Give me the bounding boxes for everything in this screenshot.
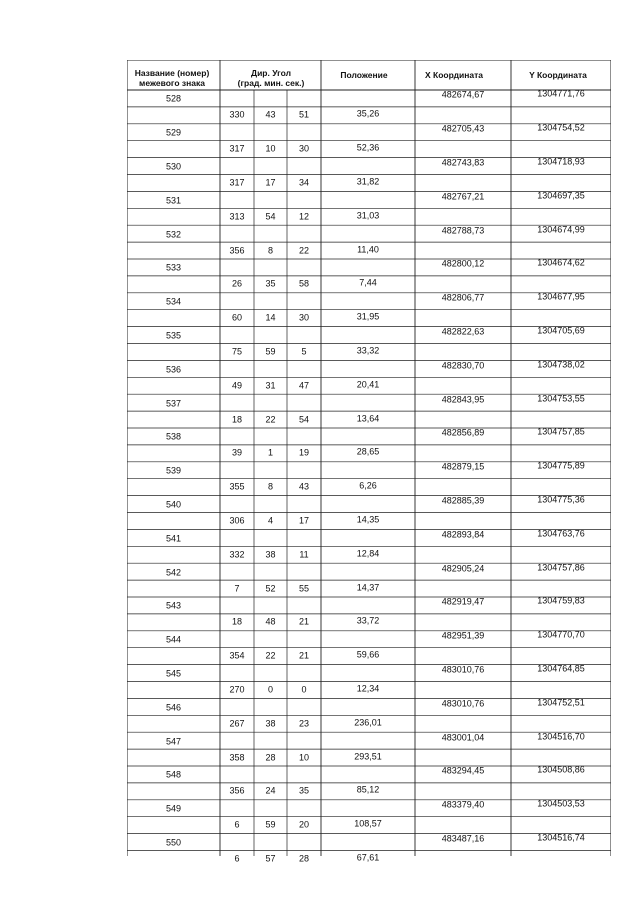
point-name: 546: [165, 702, 182, 713]
point-x-coordinate: 482919,47: [441, 596, 485, 607]
point-x-coordinate: 482951,39: [441, 630, 485, 641]
point-y-coordinate: 1304771,76: [537, 88, 585, 99]
segment-distance: 236,01: [354, 717, 382, 728]
angle-minutes: 0: [267, 684, 274, 695]
point-y-coordinate: 1304508,86: [537, 764, 585, 775]
point-y-coordinate: 1304738,02: [537, 359, 585, 370]
point-y-coordinate: 1304677,95: [537, 291, 585, 302]
point-x-coordinate: 482856,89: [441, 427, 485, 438]
point-name: 542: [165, 567, 182, 578]
point-y-coordinate: 1304705,69: [537, 325, 585, 336]
segment-distance: 59,66: [356, 649, 380, 660]
angle-minutes: 4: [267, 515, 274, 526]
angle-seconds: 43: [298, 481, 310, 492]
segment-distance: 293,51: [354, 751, 382, 762]
angle-seconds: 17: [298, 515, 310, 526]
point-y-coordinate: 1304770,70: [537, 629, 585, 640]
point-x-coordinate: 482674,67: [441, 89, 485, 100]
point-name: 530: [165, 161, 182, 172]
angle-minutes: 38: [265, 718, 276, 729]
angle-minutes: 35: [265, 278, 276, 289]
point-name: 533: [165, 262, 182, 273]
angle-seconds: 20: [298, 819, 310, 830]
angle-minutes: 52: [265, 583, 276, 594]
point-x-coordinate: 482806,77: [441, 292, 485, 303]
point-x-coordinate: 483010,76: [441, 664, 485, 675]
point-x-coordinate: 482822,63: [441, 326, 485, 337]
angle-minutes: 59: [265, 819, 276, 830]
angle-seconds: 30: [298, 312, 310, 323]
angle-seconds: 30: [298, 143, 310, 154]
point-x-coordinate: 482743,83: [441, 157, 485, 168]
point-name: 538: [165, 431, 182, 442]
angle-seconds: 51: [298, 109, 310, 120]
point-name: 535: [165, 330, 182, 341]
point-y-coordinate: 1304674,99: [537, 224, 585, 235]
point-y-coordinate: 1304775,89: [537, 460, 585, 471]
angle-minutes: 54: [265, 211, 276, 222]
point-y-coordinate: 1304754,52: [537, 122, 585, 133]
point-y-coordinate: 1304775,36: [537, 494, 585, 505]
segment-distance: 14,35: [356, 514, 380, 525]
angle-seconds: 35: [298, 785, 310, 796]
angle-seconds: 10: [298, 752, 310, 763]
angle-seconds: 21: [298, 650, 310, 661]
angle-degrees: 18: [231, 414, 243, 425]
angle-minutes: 48: [265, 616, 276, 627]
angle-seconds: 55: [298, 583, 310, 594]
point-y-coordinate: 1304674,62: [537, 257, 585, 268]
angle-minutes: 24: [265, 785, 276, 796]
angle-seconds: 28: [298, 853, 310, 864]
segment-distance: 31,82: [356, 176, 380, 187]
point-x-coordinate: 482885,39: [441, 495, 485, 506]
angle-minutes: 31: [265, 380, 276, 391]
angle-degrees: 267: [229, 718, 245, 729]
angle-degrees: 354: [229, 650, 245, 661]
point-x-coordinate: 482905,24: [441, 563, 485, 574]
point-x-coordinate: 482830,70: [441, 360, 485, 371]
boundary-points-table: [127, 60, 611, 864]
point-x-coordinate: 482800,12: [441, 258, 485, 269]
angle-seconds: 21: [298, 616, 310, 627]
point-x-coordinate: 482767,21: [441, 191, 485, 202]
angle-minutes: 8: [267, 481, 274, 492]
angle-degrees: 317: [229, 143, 245, 154]
angle-minutes: 59: [265, 346, 276, 357]
angle-degrees: 39: [231, 447, 243, 458]
point-name: 543: [165, 600, 182, 611]
point-x-coordinate: 482705,43: [441, 123, 485, 134]
segment-distance: 33,72: [356, 615, 380, 626]
angle-seconds: 5: [301, 346, 307, 357]
angle-degrees: 306: [229, 515, 245, 526]
point-name: 532: [165, 229, 182, 240]
angle-degrees: 18: [231, 616, 243, 627]
angle-degrees: 313: [229, 211, 245, 222]
angle-degrees: 6: [234, 819, 240, 830]
point-name: 536: [165, 364, 182, 375]
point-name: 539: [165, 465, 182, 476]
angle-seconds: 23: [298, 718, 310, 729]
angle-degrees: 317: [229, 177, 245, 188]
point-y-coordinate: 1304516,74: [537, 832, 585, 843]
angle-degrees: 75: [231, 346, 243, 357]
angle-seconds: 54: [298, 414, 310, 425]
angle-minutes: 1: [267, 447, 274, 458]
header-y-coordinate: Y Координата: [529, 70, 587, 80]
point-name: 528: [165, 93, 182, 104]
point-x-coordinate: 483487,16: [441, 833, 485, 844]
segment-distance: 12,84: [356, 548, 380, 559]
angle-minutes: 14: [265, 312, 276, 323]
point-name: 531: [165, 195, 182, 206]
angle-minutes: 43: [265, 109, 276, 120]
point-y-coordinate: 1304757,85: [537, 426, 585, 437]
point-name: 540: [165, 499, 182, 510]
angle-degrees: 330: [229, 109, 245, 120]
header-distance: Положение: [340, 70, 388, 80]
angle-minutes: 10: [265, 143, 276, 154]
segment-distance: 13,64: [356, 413, 380, 424]
angle-degrees: 332: [229, 549, 245, 560]
point-x-coordinate: 483294,45: [441, 765, 485, 776]
point-x-coordinate: 483001,04: [441, 732, 485, 743]
segment-distance: 85,12: [356, 784, 380, 795]
point-y-coordinate: 1304697,35: [537, 190, 585, 201]
segment-distance: 52,36: [356, 142, 380, 153]
point-x-coordinate: 482893,84: [441, 529, 485, 540]
angle-minutes: 8: [267, 245, 274, 256]
segment-distance: 108,57: [354, 818, 382, 829]
angle-minutes: 22: [265, 414, 276, 425]
point-x-coordinate: 482788,73: [441, 225, 485, 236]
point-y-coordinate: 1304763,76: [537, 528, 585, 539]
header-angle-line1: Дир. Угол: [251, 68, 291, 78]
point-name: 544: [165, 634, 182, 645]
segment-distance: 35,26: [356, 108, 380, 119]
point-y-coordinate: 1304757,86: [537, 562, 585, 573]
point-name: 547: [165, 736, 182, 747]
angle-degrees: 49: [231, 380, 243, 391]
angle-degrees: 356: [229, 245, 245, 256]
point-y-coordinate: 1304503,53: [537, 798, 585, 809]
angle-degrees: 6: [234, 853, 240, 864]
angle-degrees: 356: [229, 785, 245, 796]
angle-seconds: 34: [298, 177, 310, 188]
segment-distance: 14,37: [356, 582, 380, 593]
point-y-coordinate: 1304718,93: [537, 156, 585, 167]
angle-seconds: 19: [298, 447, 310, 458]
point-y-coordinate: 1304759,83: [537, 595, 585, 606]
point-name: 529: [165, 127, 182, 138]
header-angle-line2: (град. мин. сек.): [237, 78, 305, 88]
point-x-coordinate: 482843,95: [441, 394, 485, 405]
segment-distance: 11,40: [357, 244, 379, 255]
segment-distance: 7,44: [359, 277, 377, 288]
segment-distance: 12,34: [356, 683, 380, 694]
point-name: 534: [165, 296, 182, 307]
angle-minutes: 17: [265, 177, 276, 188]
point-name: 541: [165, 533, 182, 544]
angle-degrees: 355: [229, 481, 245, 492]
angle-seconds: 12: [298, 211, 310, 222]
angle-seconds: 58: [298, 278, 310, 289]
segment-distance: 31,03: [356, 210, 380, 221]
angle-minutes: 38: [265, 549, 276, 560]
angle-seconds: 0: [301, 684, 307, 695]
angle-minutes: 28: [265, 752, 276, 763]
angle-degrees: 358: [229, 752, 245, 763]
angle-seconds: 22: [298, 245, 310, 256]
point-y-coordinate: 1304764,85: [537, 663, 585, 674]
point-y-coordinate: 1304516,70: [537, 731, 585, 742]
point-x-coordinate: 483010,76: [441, 698, 485, 709]
angle-degrees: 60: [231, 312, 243, 323]
point-name: 549: [165, 803, 182, 814]
point-name: 550: [165, 837, 182, 848]
point-name: 537: [165, 398, 182, 409]
angle-minutes: 22: [265, 650, 276, 661]
header-name-line1: Название (номер): [134, 68, 210, 78]
segment-distance: 67,61: [356, 852, 380, 863]
point-y-coordinate: 1304753,55: [537, 393, 585, 404]
segment-distance: 28,65: [356, 446, 380, 457]
angle-seconds: 11: [299, 549, 309, 560]
segment-distance: 31,95: [356, 311, 380, 322]
angle-seconds: 47: [298, 380, 310, 391]
point-x-coordinate: 483379,40: [441, 799, 485, 810]
point-x-coordinate: 482879,15: [441, 461, 485, 472]
angle-minutes: 57: [265, 853, 276, 864]
angle-degrees: 26: [231, 278, 243, 289]
point-name: 545: [165, 668, 182, 679]
angle-degrees: 7: [234, 583, 240, 594]
header-name-line2: межевого знака: [139, 78, 205, 88]
point-name: 548: [165, 769, 182, 780]
segment-distance: 33,32: [356, 345, 380, 356]
point-y-coordinate: 1304752,51: [537, 697, 585, 708]
header-x-coordinate: X Координата: [425, 70, 483, 80]
segment-distance: 6,26: [359, 480, 377, 491]
segment-distance: 20,41: [356, 379, 380, 390]
angle-degrees: 270: [229, 684, 245, 695]
